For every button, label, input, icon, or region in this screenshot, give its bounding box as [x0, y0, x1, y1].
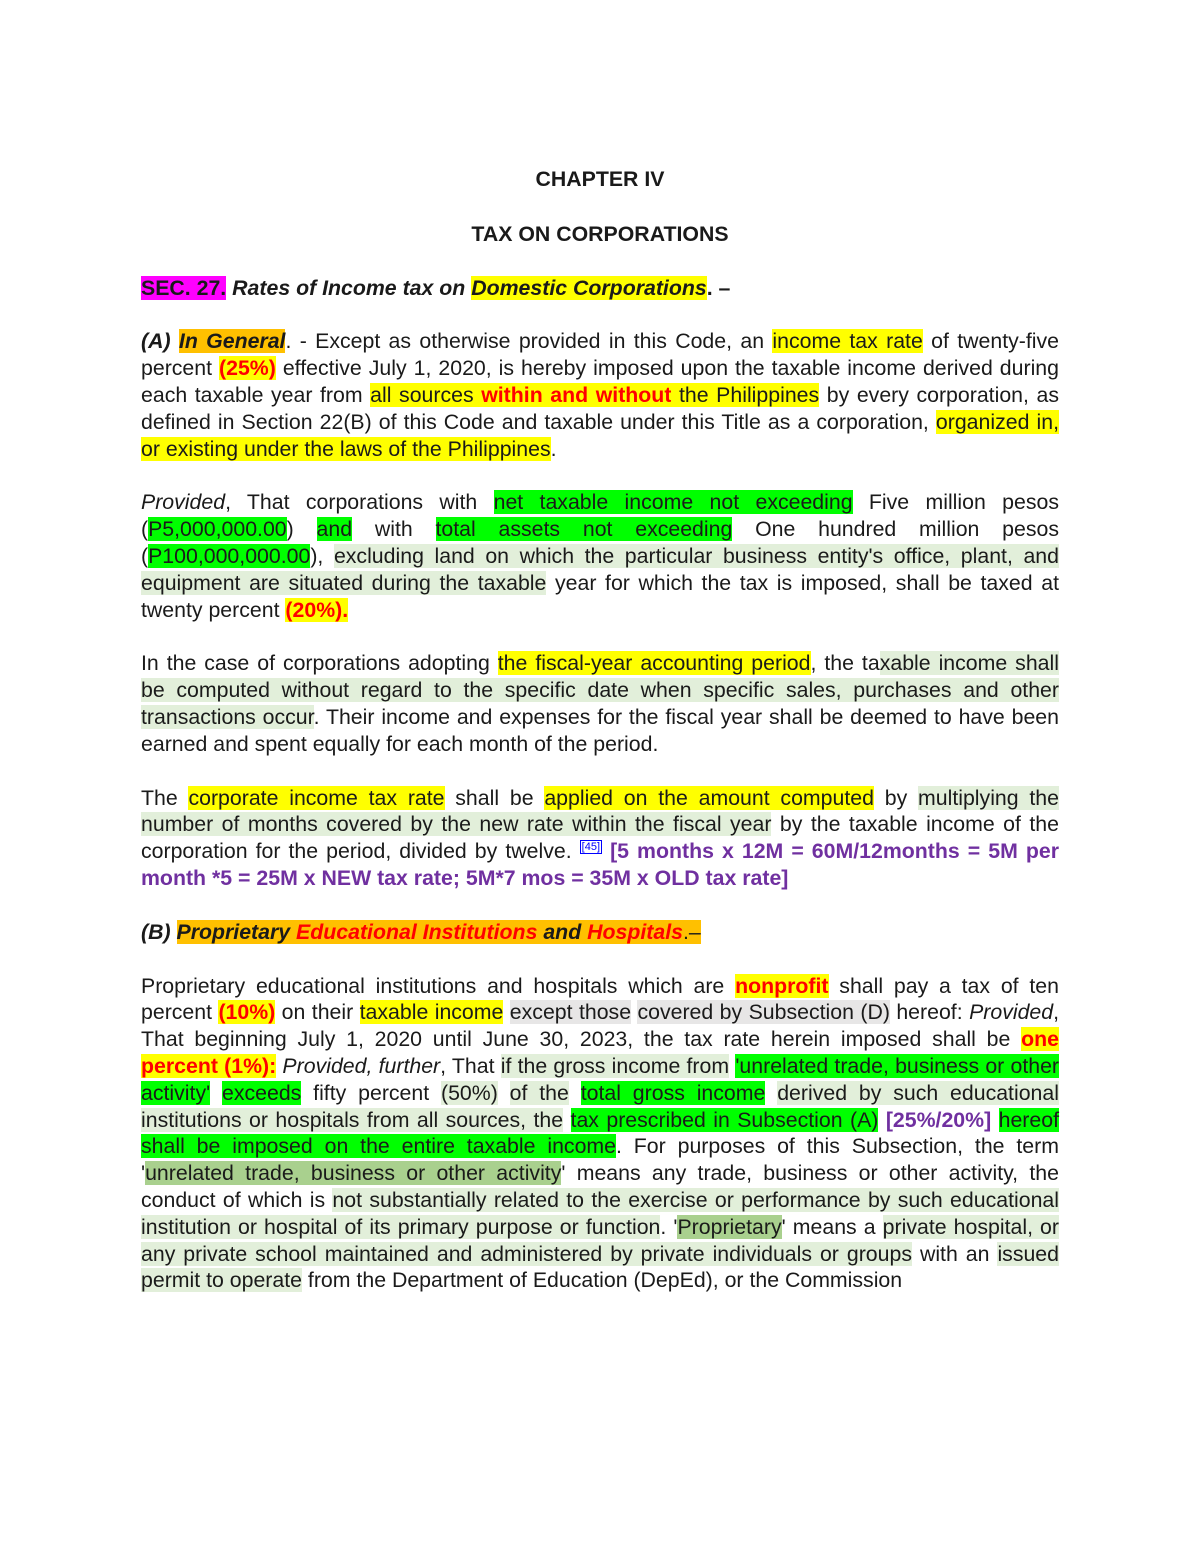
subsection-label-a: In General [178, 329, 286, 354]
subsection-b-heading: (B) Proprietary Educational Institutions and Hospitals.– [141, 919, 701, 944]
paragraph-rate-application: The corporate income tax rate shall be applied on the amount computed by multiplying the number of months covered by the new rate within the fiscal year by the taxable income of the corporation for the period, divided by twelve. [45] [5 months x 12M = 60M/12months = 5M per month *5 = 25M x NEW tax rate; 5M*7 mos = 35M x OLD tax rate] [141, 785, 1060, 890]
document-page [141, 166, 1059, 1294]
paragraph-proviso: Provided, That corporations with net taxable income not exceeding Five million pesos (P5,000,000.00) and with total assets not exceeding One hundred million pesos (P100,000,000.00), excluding land on which the particular business entity's office, plant, and equipment are situated during the taxable year for which the tax is imposed, shall be taxed at twenty percent (20%). [141, 490, 1060, 622]
paragraph-b-body: Proprietary educational institutions and hospitals which are nonprofit shall pay a tax of ten percent (10%) on their taxable income except those covered by Subsection (D) hereof: Provided, That beginning July 1, 2020 until June 30, 2023, the tax rate herein imposed shall be one percent (1%): Provided, further, That if the gross income from 'unrelated trade, business or other activity' exceeds fifty percent (50%) of the total gross income derived by such educational institutions or hospitals from all sources, the tax prescribed in Subsection (A) [25%/20%] hereof shall be imposed on the entire taxable income. For purposes of this Subsection, the term 'unrelated trade, business or other activity' means any trade, business or other activity, the conduct of which is not substantially related to the exercise or performance by such educational institution or hospital of its primary purpose or function. 'Proprietary' means a private hospital, or any private school maintained and administered by private individuals or groups with an issued permit to operate from the Department of Education (DepEd), or the Commission [141, 973, 1060, 1293]
chapter-title: TAX ON CORPORATIONS [471, 221, 729, 246]
footnote-link[interactable]: [45] [581, 841, 601, 854]
section-number: SEC. 27. [141, 275, 227, 300]
section-heading: SEC. 27. Rates of Income tax on Domestic Corporations. – [141, 275, 731, 300]
chapter-heading: CHAPTER IV [535, 167, 665, 191]
paragraph-fiscal-year: In the case of corporations adopting the fiscal-year accounting period, the taxable income shall be computed without regard to the specific date when specific sales, purchases and other transactions occur. Their income and expenses for the fiscal year shall be deemed to have been earned and spent equally for each month of the period. [141, 651, 1059, 756]
paragraph-a: (A) In General. - Except as otherwise provided in this Code, an income tax rate of twenty-five percent (25%) effective July 1, 2020, is hereby imposed upon the taxable income derived during each taxable year from all sources within and without the Philippines by every corporation, as defined in Section 22(B) of this Code and taxable under this Title as a corporation, organized in, or existing under the laws of the Philippines. [141, 329, 1060, 461]
annotation-note: [5 months x 12M = 60M/12months = 5M per month *5 = 25M x NEW tax rate; 5M*7 mos = 35M x OLD tax rate] [141, 839, 1060, 890]
